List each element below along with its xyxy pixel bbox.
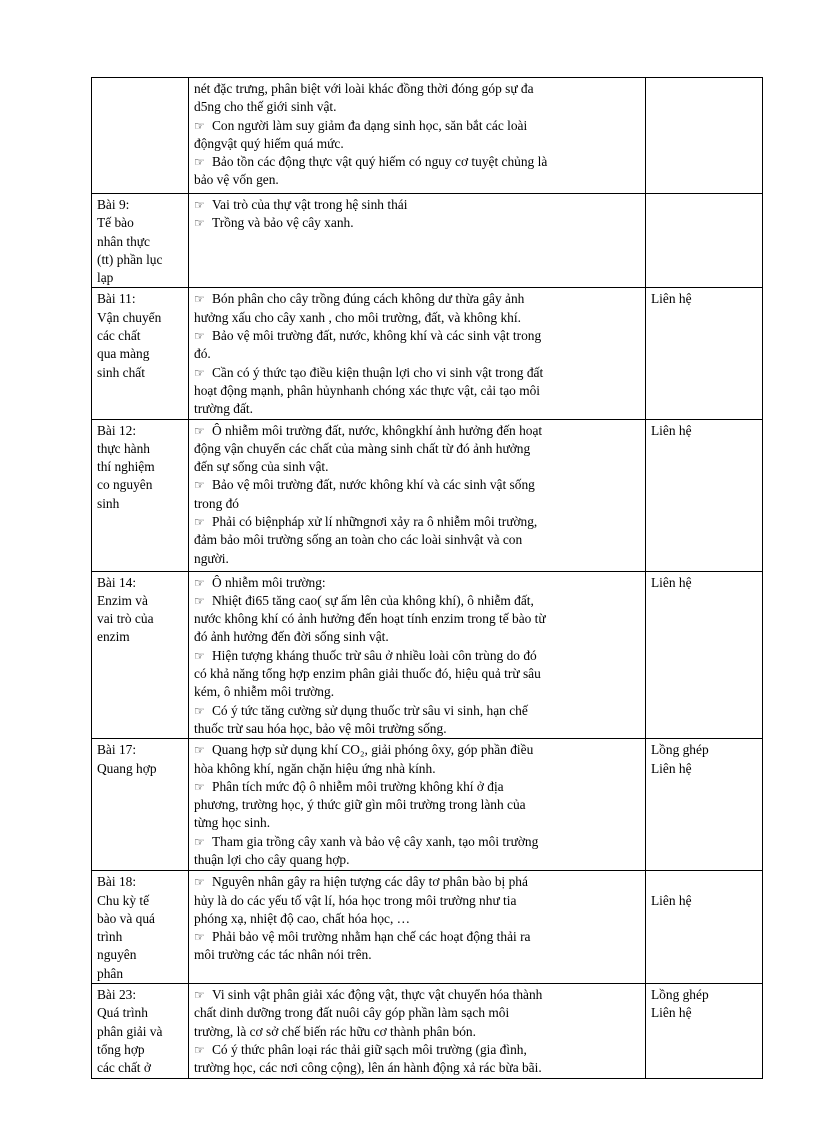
content-text: Trồng và bảo vệ cây xanh. bbox=[212, 215, 354, 231]
content-text: Con người làm suy giảm đa dạng sinh học, săn bắt các loài bbox=[212, 117, 528, 133]
content-text: Hiện tượng kháng thuốc trừ sâu ở nhiều loài côn trùng do đó bbox=[212, 647, 537, 663]
content-text: nét đặc trưng, phân biệt với loài khác đồng thời đóng góp sự đa bbox=[194, 81, 534, 96]
method-line: Liên hệ bbox=[651, 291, 692, 307]
lesson-line: trình bbox=[97, 929, 123, 945]
method-cell bbox=[646, 419, 763, 571]
content-text: đến sự sống của sinh vật. bbox=[194, 459, 329, 475]
content-line bbox=[194, 495, 640, 513]
content-line bbox=[194, 986, 640, 1004]
lesson-line: phân bbox=[97, 965, 124, 981]
lesson-line: Vận chuyển bbox=[97, 309, 162, 325]
content-text: trường đất. bbox=[194, 401, 253, 417]
content-line bbox=[194, 928, 640, 946]
content-line bbox=[194, 135, 640, 153]
pointing-hand-bullet-icon: ☞ bbox=[194, 648, 205, 663]
lesson-line: sinh bbox=[97, 495, 120, 511]
content-text: hủy là do các yếu tố vật lí, hóa học trong môi trường như tia bbox=[194, 892, 517, 908]
lesson-line: bào và quá bbox=[97, 910, 156, 926]
lesson-cell bbox=[92, 78, 189, 194]
content-text: có khả năng tổng hợp enzim phân giải thuốc đó, hiệu quả trừ sâu bbox=[194, 666, 541, 682]
method-cell bbox=[646, 194, 763, 288]
method-line: Lồng ghép bbox=[651, 742, 709, 758]
method-cell bbox=[646, 78, 763, 194]
lesson-line: Bài 23: bbox=[97, 987, 137, 1003]
content-cell bbox=[189, 739, 646, 871]
lesson-line: Bài 17: bbox=[97, 742, 137, 758]
content-line bbox=[194, 531, 640, 549]
content-line bbox=[194, 382, 640, 400]
content-text: hoạt động mạnh, phân hủynhanh chóng xác thực vật, cải tạo môi bbox=[194, 382, 541, 398]
pointing-hand-bullet-icon: ☞ bbox=[194, 930, 205, 945]
pointing-hand-bullet-icon: ☞ bbox=[194, 593, 205, 608]
content-line bbox=[194, 458, 640, 476]
content-text: Bảo tồn các động thực vật quý hiếm có nguy cơ tuyệt chủng là bbox=[212, 154, 548, 170]
lesson-cell bbox=[92, 288, 189, 419]
method-line: Liên hệ bbox=[651, 760, 692, 776]
content-line bbox=[194, 1023, 640, 1041]
content-line bbox=[194, 196, 640, 214]
content-text: thuận lợi cho cây quang hợp. bbox=[194, 852, 350, 868]
content-line bbox=[194, 290, 640, 308]
lesson-line: Tế bào bbox=[97, 215, 134, 231]
content-cell bbox=[189, 78, 646, 194]
content-line bbox=[194, 946, 640, 964]
content-line bbox=[194, 814, 640, 832]
content-line bbox=[194, 513, 640, 531]
content-line bbox=[194, 345, 640, 363]
lesson-cell bbox=[92, 984, 189, 1078]
lesson-line: Quang hợp bbox=[97, 760, 157, 776]
lesson-line: qua màng bbox=[97, 346, 150, 362]
method-line: Liên hệ bbox=[651, 1005, 692, 1021]
table-row bbox=[92, 871, 763, 984]
lesson-line: phân giải và bbox=[97, 1023, 163, 1039]
pointing-hand-bullet-icon: ☞ bbox=[194, 198, 205, 212]
content-line bbox=[194, 892, 640, 910]
method-cell bbox=[646, 571, 763, 739]
lesson-line: enzim bbox=[97, 629, 130, 645]
pointing-hand-bullet-icon: ☞ bbox=[194, 478, 205, 493]
content-line bbox=[194, 98, 640, 116]
content-text: đó ảnh hưởng đến đời sống sinh vật. bbox=[194, 629, 389, 645]
lesson-cell bbox=[92, 194, 189, 288]
content-text: Ô nhiễm môi trường: bbox=[212, 574, 326, 590]
content-line bbox=[194, 873, 640, 891]
content-line bbox=[194, 1059, 640, 1077]
content-text: Phân tích mức độ ô nhiễm môi trường không khí ở địa bbox=[212, 778, 504, 794]
content-text: Vi sinh vật phân giải xác động vật, thực vật chuyển hóa thành bbox=[212, 987, 543, 1003]
pointing-hand-bullet-icon: ☞ bbox=[194, 988, 205, 1003]
content-line bbox=[194, 647, 640, 665]
content-cell bbox=[189, 194, 646, 288]
lesson-line: nhân thực bbox=[97, 233, 150, 249]
pointing-hand-bullet-icon: ☞ bbox=[194, 155, 205, 170]
lesson-line: (tt) phần lục bbox=[97, 251, 163, 267]
content-line bbox=[194, 574, 640, 592]
content-line bbox=[194, 833, 640, 851]
content-text: bảo vệ vốn gen. bbox=[194, 172, 279, 188]
pointing-hand-bullet-icon: ☞ bbox=[194, 575, 205, 590]
table-row bbox=[92, 419, 763, 571]
method-cell bbox=[646, 871, 763, 984]
lesson-line: Bài 12: bbox=[97, 422, 137, 438]
method-cell bbox=[646, 288, 763, 419]
content-text: Có ý thức phân loại rác thải giữ sạch môi trường (gia đình, bbox=[212, 1041, 527, 1057]
table-row bbox=[92, 288, 763, 419]
content-text: đảm bảo môi trường sống an toàn cho các loài sinhvật và con bbox=[194, 532, 523, 548]
content-text: từng học sinh. bbox=[194, 815, 271, 831]
content-text: phương, trường học, ý thức giữ gìn môi trường trong lành của bbox=[194, 797, 526, 813]
content-cell bbox=[189, 571, 646, 739]
lesson-line: Chu kỳ tế bbox=[97, 892, 150, 908]
table-row bbox=[92, 571, 763, 739]
content-text: Bảo vệ môi trường đất, nước không khí và các sinh vật sống bbox=[212, 477, 535, 493]
content-line bbox=[194, 665, 640, 683]
content-line bbox=[194, 851, 640, 869]
content-line bbox=[194, 117, 640, 135]
lesson-line: Bài 11: bbox=[97, 291, 136, 307]
lesson-line: thí nghiệm bbox=[97, 459, 155, 475]
content-line bbox=[194, 796, 640, 814]
content-text: đó. bbox=[194, 346, 211, 362]
content-cell bbox=[189, 984, 646, 1078]
content-line bbox=[194, 720, 640, 738]
content-line bbox=[194, 1004, 640, 1022]
content-cell bbox=[189, 419, 646, 571]
pointing-hand-bullet-icon: ☞ bbox=[194, 1042, 205, 1057]
lesson-line: các chất ở bbox=[97, 1060, 151, 1076]
content-text: Bảo vệ môi trường đất, nước, không khí và các sinh vật trong bbox=[212, 328, 542, 344]
table-row bbox=[92, 78, 763, 194]
content-line bbox=[194, 400, 640, 418]
content-line bbox=[194, 778, 640, 796]
content-text: trường, là cơ sở chế biến rác hữu cơ thành phân bón. bbox=[194, 1023, 476, 1039]
content-line bbox=[194, 80, 640, 98]
content-line bbox=[194, 327, 640, 345]
pointing-hand-bullet-icon: ☞ bbox=[194, 118, 205, 133]
table-row bbox=[92, 194, 763, 288]
content-text: Có ý tức tăng cường sử dụng thuốc trừ sâu vi sinh, hạn chế bbox=[212, 702, 528, 718]
lesson-line: các chất bbox=[97, 328, 141, 344]
lesson-cell bbox=[92, 419, 189, 571]
pointing-hand-bullet-icon: ☞ bbox=[194, 779, 205, 794]
lesson-line: vai trò của bbox=[97, 611, 154, 627]
content-line bbox=[194, 171, 640, 189]
content-line bbox=[194, 1041, 640, 1059]
content-text: Nhiệt đi65 tăng cao( sự ấm lên của không khí), ô nhiễm đất, bbox=[212, 592, 534, 608]
content-text: trong đó bbox=[194, 495, 240, 511]
content-text: độngvật quý hiếm quá mức. bbox=[194, 135, 344, 151]
method-line: Liên hệ bbox=[651, 892, 692, 908]
pointing-hand-bullet-icon: ☞ bbox=[194, 743, 205, 758]
pointing-hand-bullet-icon: ☞ bbox=[194, 834, 205, 849]
pointing-hand-bullet-icon: ☞ bbox=[194, 515, 205, 530]
lesson-line: Bài 14: bbox=[97, 574, 137, 590]
lesson-line: Quá trình bbox=[97, 1005, 148, 1021]
content-line bbox=[194, 422, 640, 440]
pointing-hand-bullet-icon: ☞ bbox=[194, 216, 205, 231]
content-line bbox=[194, 364, 640, 382]
content-line bbox=[194, 476, 640, 494]
content-cell bbox=[189, 871, 646, 984]
lesson-line: co nguyên bbox=[97, 477, 153, 493]
content-text: phóng xạ, nhiệt độ cao, chất hóa học, … bbox=[194, 910, 411, 926]
content-line bbox=[194, 683, 640, 701]
lesson-line: Bài 18: bbox=[97, 874, 137, 890]
method-line: Lồng ghép bbox=[651, 987, 709, 1003]
lesson-line: Enzim và bbox=[97, 592, 148, 608]
content-text: hưởng xấu cho cây xanh , cho môi trường, đất, và không khí. bbox=[194, 309, 521, 325]
content-text: chất dinh dưỡng trong đất nuôi cây góp phần làm sạch môi bbox=[194, 1005, 510, 1021]
lesson-table bbox=[91, 77, 763, 1079]
lesson-cell bbox=[92, 571, 189, 739]
lesson-cell bbox=[92, 739, 189, 871]
lesson-line: sinh chất bbox=[97, 364, 145, 380]
content-cell bbox=[189, 288, 646, 419]
pointing-hand-bullet-icon: ☞ bbox=[194, 423, 205, 438]
lesson-line: tổng hợp bbox=[97, 1041, 145, 1057]
content-text: Ô nhiễm môi trường đất, nước, khôngkhí ảnh hưởng đến hoạt bbox=[212, 422, 543, 438]
content-line bbox=[194, 592, 640, 610]
method-cell bbox=[646, 984, 763, 1078]
content-text: kém, ô nhiễm môi trường. bbox=[194, 684, 335, 700]
content-line bbox=[194, 214, 640, 232]
method-line: Liên hệ bbox=[651, 574, 692, 590]
content-text: Quang hợp sử dụng khí CO₂, giải phóng ôxy, góp phần điều bbox=[212, 742, 534, 758]
content-text: Bón phân cho cây trồng đúng cách không dư thừa gây ảnh bbox=[212, 291, 525, 307]
content-line bbox=[194, 440, 640, 458]
content-line bbox=[194, 910, 640, 928]
content-text: d5ng cho thế giới sinh vật. bbox=[194, 99, 337, 115]
lesson-cell bbox=[92, 871, 189, 984]
content-line bbox=[194, 628, 640, 646]
pointing-hand-bullet-icon: ☞ bbox=[194, 703, 205, 718]
content-text: động vận chuyển các chất của màng sinh chất từ đó ảnh hưởng bbox=[194, 440, 531, 456]
content-text: thuốc trừ sau hóa học, bảo vệ môi trường sống. bbox=[194, 720, 447, 736]
pointing-hand-bullet-icon: ☞ bbox=[194, 365, 205, 380]
lesson-line: lạp bbox=[97, 270, 114, 286]
pointing-hand-bullet-icon: ☞ bbox=[194, 329, 205, 344]
method-cell bbox=[646, 739, 763, 871]
pointing-hand-bullet-icon: ☞ bbox=[194, 292, 205, 307]
content-text: Vai trò của thự vật trong hệ sinh thái bbox=[212, 197, 408, 212]
method-line bbox=[651, 873, 757, 891]
table-row bbox=[92, 984, 763, 1078]
content-text: môi trường các tác nhân nói trên. bbox=[194, 947, 372, 963]
lesson-line: thực hành bbox=[97, 440, 150, 456]
content-text: Phải bảo vệ môi trường nhằm hạn chế các hoạt động thải ra bbox=[212, 929, 531, 945]
pointing-hand-bullet-icon: ☞ bbox=[194, 875, 205, 890]
content-text: nước không khí có ảnh hưởng đến hoạt tính enzim trong tế bào từ bbox=[194, 611, 546, 627]
content-line bbox=[194, 309, 640, 327]
content-text: trường học, các nơi công cộng), lên án hành động xả rác bừa bãi. bbox=[194, 1060, 542, 1076]
content-line bbox=[194, 741, 640, 759]
method-line: Liên hệ bbox=[651, 422, 692, 438]
content-line bbox=[194, 760, 640, 778]
content-line bbox=[194, 610, 640, 628]
content-text: hòa không khí, ngăn chặn hiệu ứng nhà kính. bbox=[194, 760, 436, 776]
content-text: Phải có biệnpháp xử lí nhữngnơi xảy ra ô nhiễm môi trường, bbox=[212, 514, 538, 530]
content-line bbox=[194, 702, 640, 720]
lesson-line: Bài 9: bbox=[97, 197, 130, 212]
content-text: Cần có ý thức tạo điều kiện thuận lợi cho vi sinh vật trong đất bbox=[212, 364, 544, 380]
lesson-line: nguyên bbox=[97, 947, 137, 963]
content-line bbox=[194, 153, 640, 171]
content-text: Nguyên nhân gây ra hiện tượng các dây tơ phân bào bị phá bbox=[212, 874, 528, 890]
table-body bbox=[92, 78, 763, 1079]
content-text: người. bbox=[194, 550, 229, 566]
content-line bbox=[194, 550, 640, 568]
content-text: Tham gia trồng cây xanh và bảo vệ cây xanh, tạo môi trường bbox=[212, 833, 539, 849]
table-row bbox=[92, 739, 763, 871]
